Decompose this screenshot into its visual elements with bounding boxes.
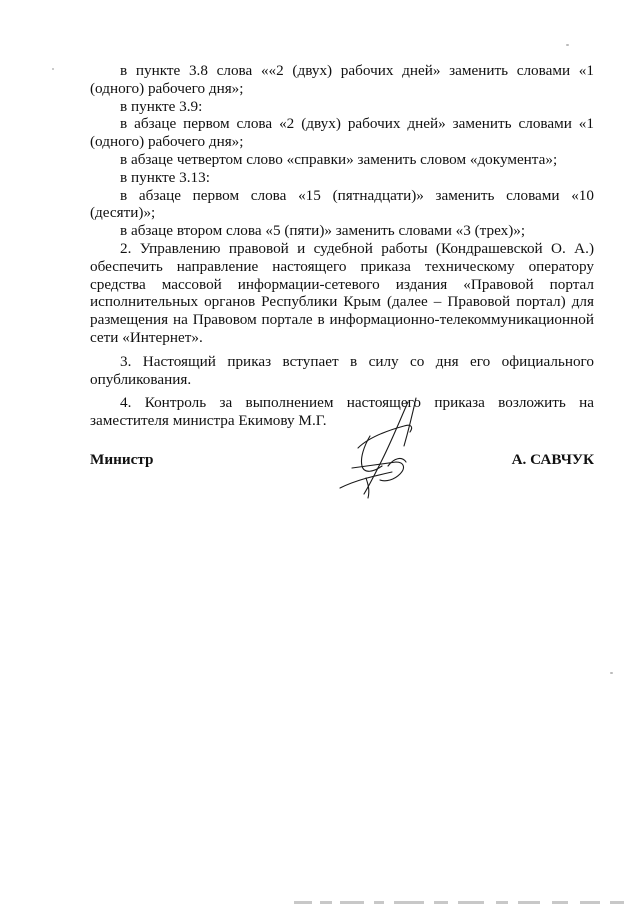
paragraph-3-13-first: в абзаце первом слова «15 (пятнадцати)» заменить словами «10 (десяти)»; bbox=[90, 186, 594, 222]
paragraph-item-2: 2. Управлению правовой и судебной работы (Кондрашевской О. А.) обеспечить направление настоящего приказа техническому оператору средства массовой информации-сетевого издания «Правовой портал исполнительных органов Республики Крым (далее – Правовой портал) для размещения на Правовом портале в информационно-телекоммуникационной сети «Интернет». bbox=[90, 239, 594, 346]
scan-footer-artifact bbox=[290, 896, 640, 905]
scan-speck bbox=[610, 672, 613, 674]
paragraph-item-4: 4. Контроль за выполнением настоящего приказа возложить на заместителя министра Екимову М.Г. bbox=[90, 394, 594, 430]
paragraph-3-9-first: в абзаце первом слова «2 (двух) рабочих дней» заменить словами «1 (одного) рабочего дня»; bbox=[90, 115, 594, 151]
paragraph-point-3-13: в пункте 3.13: bbox=[120, 168, 210, 186]
paragraph-3-13-second: в абзаце втором слова «5 (пяти)» заменить словами «3 (трех)»; bbox=[120, 222, 526, 240]
scan-speck bbox=[52, 68, 54, 70]
paragraph-3-9-fourth: в абзаце четвертом слово «справки» заменить словом «документа»; bbox=[120, 150, 558, 168]
signer-name: А. САВЧУК bbox=[511, 451, 594, 468]
handwritten-signature bbox=[330, 396, 440, 500]
document-body bbox=[90, 62, 594, 430]
paragraph-point-3-8: в пункте 3.8 слова ««2 (двух) рабочих дней» заменить словами «1 (одного) рабочего дня»; bbox=[90, 62, 594, 97]
signer-position: Министр bbox=[90, 451, 154, 468]
paragraph-point-3-9: в пункте 3.9: bbox=[120, 97, 203, 115]
paragraph-item-3: 3. Настоящий приказ вступает в силу со дня его официального опубликования. bbox=[90, 352, 594, 388]
scan-speck bbox=[566, 44, 569, 46]
